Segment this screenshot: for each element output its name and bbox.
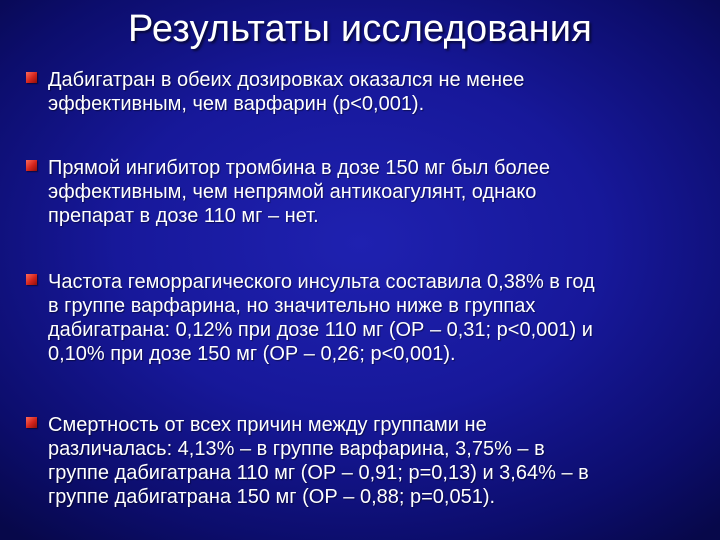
bullet-text: Смертность от всех причин между группами не различалась: 4,13% – в группе варфарина, 3,75% – в группе дабигатрана 110 мг (ОР – 0,91; р=0,13) и 3,64% – в группе дабигатрана 150 мг (ОР – 0,88; р=0,051).: [48, 414, 589, 508]
square-bullet-icon: [26, 417, 37, 428]
bullet-text: Прямой ингибитор тромбина в дозе 150 мг был более эффективным, чем непрямой антикоагулянт, однако препарат в дозе 110 мг – нет.: [48, 157, 551, 227]
bullet-text: Частота геморрагического инсульта составила 0,38% в год в группе варфарина, но значительно ниже в группах дабигатрана: 0,12% при дозе 110 мг (ОР – 0,31; р<0,001) и 0,10% при дозе 150 мг (ОР – 0,26; р<0,001).: [48, 271, 595, 365]
slide-title: Результаты исследования: [128, 8, 592, 50]
bullet-text: Дабигатран в обеих дозировках оказался не менее эффективным, чем варфарин (p<0,001).: [48, 69, 525, 115]
square-bullet-icon: [26, 72, 37, 83]
square-bullet-icon: [26, 274, 37, 285]
square-bullet-icon: [26, 160, 37, 171]
